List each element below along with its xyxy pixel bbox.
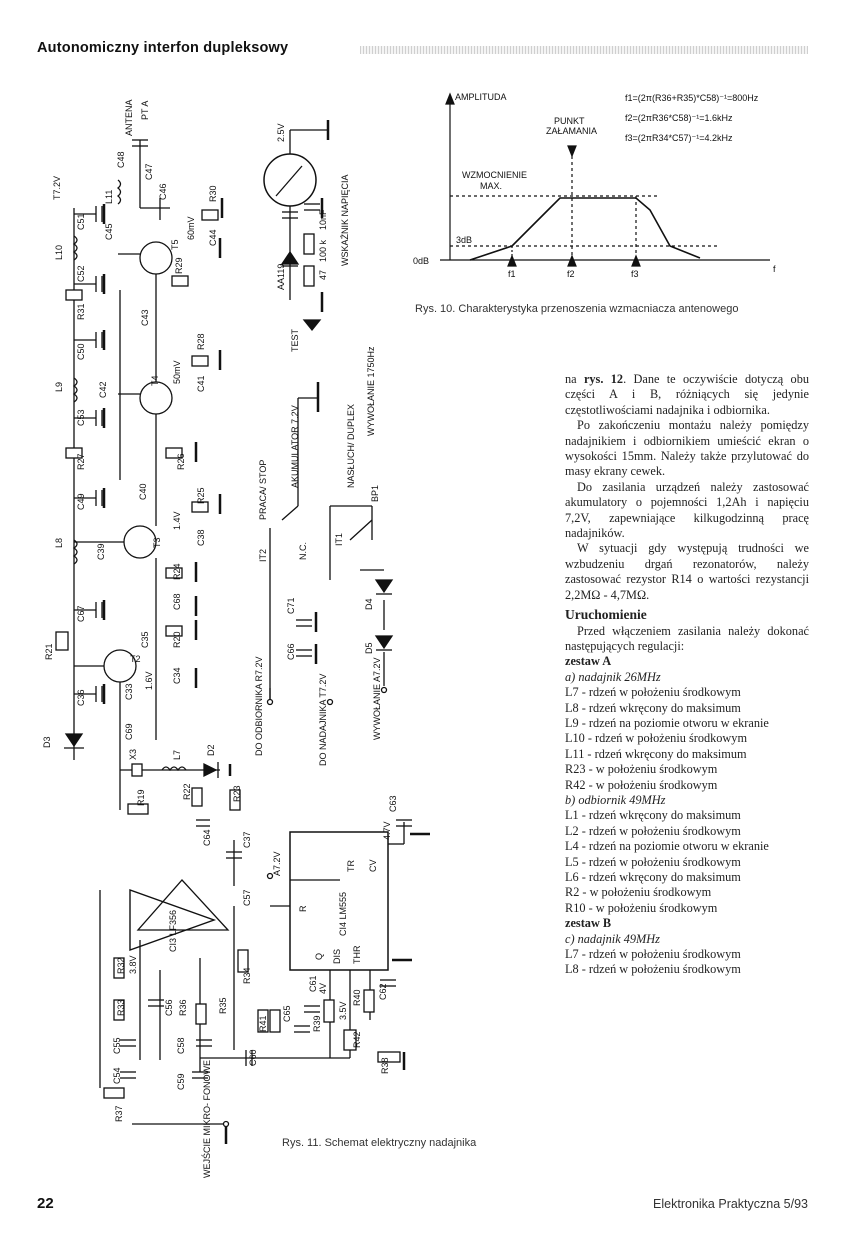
label-C50: C50 (76, 343, 86, 360)
label-R21: R21 (44, 643, 54, 660)
label-voltage-indicator: WSKAŹNIK NAPIĘCIA (340, 174, 350, 266)
schematic-labels (42, 99, 398, 1178)
label-C45: C45 (104, 223, 114, 240)
label-R33: R33 (116, 999, 126, 1016)
label-R35: R35 (218, 997, 228, 1014)
label-THR: THR (352, 945, 362, 964)
label-4.7V: 4.7V (382, 821, 392, 840)
label-R34: R34 (242, 967, 252, 984)
label-DIS: DIS (332, 948, 342, 964)
label-C44: C44 (208, 229, 218, 246)
set-b-heading: zestaw B (565, 916, 612, 931)
list-item: L5 - rdzeń w położeniu środkowym (565, 854, 741, 869)
list-item: R2 - w położeniu środkowym (565, 885, 712, 900)
label-test: TEST (290, 328, 300, 352)
graph-break-label-2: ZAŁAMANIA (546, 126, 598, 136)
label-R42: R42 (352, 1031, 362, 1048)
graph-eq1: f1=(2π(R36+R35)*C58)⁻¹=800Hz (625, 93, 759, 103)
label-R23: R23 (232, 785, 242, 802)
label-C57: C57 (242, 889, 252, 906)
label-R28: R28 (196, 333, 206, 350)
label-3.8V: 3.8V (128, 955, 138, 974)
running-header: Autonomiczny interfon dupleksowy (37, 40, 289, 56)
label-C53: C53 (76, 409, 86, 426)
label-accumulator: AKUMULATOR 7.2V (290, 405, 300, 488)
label-X3: X3 (128, 748, 138, 760)
label-C49: C49 (76, 493, 86, 510)
label-L10: L10 (54, 244, 64, 260)
label-2.5V: 2.5V (276, 123, 286, 142)
list-item: L4 - rdzeń na poziomie otworu w ekranie (565, 839, 769, 854)
label-CI4: CI4 LM555 (338, 891, 348, 936)
label-C56: C56 (164, 999, 174, 1016)
page-number: 22 (37, 1195, 54, 1212)
label-C54: C54 (112, 1067, 122, 1084)
graph-f-axis-label: f (773, 264, 776, 274)
label-L9: L9 (54, 381, 64, 392)
transmitter-schematic (56, 120, 430, 1144)
label-C39: C39 (96, 543, 106, 560)
list-item: L11 - rdzeń wkręcony do maksimum (565, 746, 747, 761)
label-C61: C61 (308, 975, 318, 992)
label-1.6V: 1.6V (144, 671, 154, 690)
label-R32: R32 (116, 957, 126, 974)
label-C60: C60 (248, 1049, 258, 1066)
list-item: L7 - rdzeń w położeniu środkowym (565, 947, 741, 962)
label-C41: C41 (196, 375, 206, 392)
label-C67: C67 (76, 605, 86, 622)
label-T3: T3 (152, 537, 162, 548)
label-C64: C64 (202, 829, 212, 846)
label-listen-duplex: NASŁUCH/ DUPLEX (346, 403, 356, 488)
label-call-1750: WYWOŁANIE 1750Hz (366, 346, 376, 436)
label-R27: R27 (76, 453, 86, 470)
label-47: 47 (318, 269, 328, 280)
graph-eq3: f3=(2πR34*C57)⁻¹=4.2kHz (625, 133, 733, 143)
label-pt-a: PT A (140, 100, 150, 120)
label-L11: L11 (104, 189, 114, 204)
label-C42: C42 (98, 381, 108, 398)
label-R: R (298, 905, 308, 912)
label-T2: T2 (130, 654, 141, 664)
list-item: R10 - w położeniu środkowym (565, 900, 718, 915)
article-column (565, 372, 809, 978)
label-work-stop: PRACA/ STOP (258, 459, 268, 520)
subsection-a: a) nadajnik 26MHz (565, 669, 661, 684)
label-C48: C48 (116, 151, 126, 168)
label-TR: TR (346, 860, 356, 872)
label-C66: C66 (286, 643, 296, 660)
label-C71: C71 (286, 597, 296, 614)
label-C47: C47 (144, 163, 154, 180)
label-C69: C69 (124, 723, 134, 740)
p1-post: . Dane te oczywiście dotyczą obu części A i B, różniących się jedynie częstotliwościami nadajnika i odbiornika. (565, 372, 809, 417)
label-L8: L8 (54, 537, 64, 548)
label-CV: CV (368, 859, 378, 872)
label-R19: R19 (136, 789, 146, 806)
label-C33: C33 (124, 683, 134, 700)
paragraph-1 (565, 372, 809, 418)
label-100k: 100 k (318, 239, 328, 262)
label-Q: Q (314, 952, 324, 960)
graph-0db-label: 0dB (413, 256, 430, 266)
list-item: L9 - rdzeń na poziomie otworu w ekranie (565, 715, 769, 730)
subsection-c: c) nadajnik 49MHz (565, 931, 660, 946)
label-D3: D3 (42, 736, 52, 748)
caption-fig11: Rys. 11. Schemat elektryczny nadajnika (282, 1137, 477, 1149)
label-C55: C55 (112, 1037, 122, 1054)
subsection-b: b) odbiornik 49MHz (565, 792, 666, 807)
section-heading: Uruchomienie (565, 607, 647, 623)
label-T5: T5 (170, 239, 180, 250)
paragraph-4: W sytuacji gdy występują trudności we wzbudzeniu drgań rezonatorów, należy zastosować rezystor R14 o wartości rezystancji 2,2MΩ - 4,7MΩ. (565, 541, 809, 602)
label-IT1: IT1 (334, 532, 344, 546)
label-C35: C35 (140, 631, 150, 648)
label-R29: R29 (174, 257, 184, 274)
label-C59: C59 (176, 1073, 186, 1090)
label-mic-input: WEJŚCIE MIKRO- FONOWE (202, 1060, 212, 1178)
graph-ylabel: AMPLITUDA (455, 92, 507, 102)
label-C34: C34 (172, 667, 182, 684)
label-R30: R30 (208, 185, 218, 202)
set-a-heading: zestaw A (565, 654, 612, 669)
label-to-transmitter: DO NADAJNIKA T7.2V (318, 673, 328, 766)
label-50mV: 50mV (172, 360, 182, 384)
label-R26: R26 (176, 453, 186, 470)
list-item: L8 - rdzeń wkręcony do maksimum (565, 700, 741, 715)
graph-f3-label: f3 (631, 269, 639, 279)
label-3.5V: 3.5V (338, 1001, 348, 1020)
label-C65: C65 (282, 1005, 292, 1022)
p1-figure-ref: rys. 12 (583, 372, 624, 386)
label-C46: C46 (158, 183, 168, 200)
label-4V: 4V (318, 982, 328, 994)
label-R25: R25 (196, 487, 206, 504)
label-CI3: CI3 LF356 (168, 909, 178, 952)
graph-3db-label: 3dB (456, 235, 473, 245)
label-C62: C62 (378, 983, 388, 1000)
graph-gain-label-1: WZMOCNIENIE (462, 170, 527, 180)
graph-f2-label: f2 (567, 269, 575, 279)
label-T7.2V: T7.2V (52, 175, 62, 200)
label-R22: R22 (182, 783, 192, 800)
label-1.4V: 1.4V (172, 511, 182, 530)
label-C40: C40 (138, 483, 148, 500)
journal-name: Elektronika Praktyczna 5/93 (653, 1197, 808, 1211)
list-item: L2 - rdzeń w położeniu środkowym (565, 823, 741, 838)
label-R37: R37 (114, 1105, 124, 1122)
list-item: L7 - rdzeń w położeniu środkowym (565, 685, 741, 700)
label-R36: R36 (178, 999, 188, 1016)
list-item: L10 - rdzeń w położeniu środkowym (565, 731, 748, 746)
label-C52: C52 (76, 265, 86, 282)
label-nc-1: N.C. (298, 542, 308, 560)
p1-pre: na (565, 372, 584, 386)
label-60mV: 60mV (186, 216, 196, 240)
paragraph-5: Przed włączeniem zasilania należy dokonać następujących regulacji: (565, 623, 809, 653)
graph-break-label-1: PUNKT (554, 116, 585, 126)
label-C43: C43 (140, 309, 150, 326)
label-AA119: AA119 (276, 263, 286, 290)
label-D5: D5 (364, 642, 374, 654)
label-IT2: IT2 (258, 548, 268, 562)
label-D2: D2 (206, 744, 216, 756)
list-item: L8 - rdzeń w położeniu środkowym (565, 962, 741, 977)
paragraph-2: Po zakończeniu montażu należy pomiędzy nadajnikiem i odbiornikiem umieścić ekran o wysokości 15mm. Należy także przylutować do masy ekrany cewek. (565, 418, 809, 479)
label-call-a7.2v: WYWOŁANIE A7.2V (372, 657, 382, 740)
label-C51: C51 (76, 213, 86, 230)
label-L7: L7 (172, 749, 182, 760)
list-item: R23 - w położeniu środkowym (565, 762, 718, 777)
label-R31: R31 (76, 303, 86, 320)
label-C58: C58 (176, 1037, 186, 1054)
label-T4: T4 (150, 375, 160, 386)
label-10nF: 10nF (318, 209, 328, 230)
label-antenna: ANTENA (124, 99, 134, 136)
label-R20: R20 (172, 631, 182, 648)
graph-eq2: f2=(2πR36*C58)⁻¹=1.6kHz (625, 113, 733, 123)
label-to-receiver: DO ODBIORNIKA R7.2V (254, 656, 264, 756)
label-C68: C68 (172, 593, 182, 610)
label-R39: R39 (312, 1015, 322, 1032)
list-item: L1 - rdzeń wkręcony do maksimum (565, 808, 741, 823)
graph-f1-label: f1 (508, 269, 516, 279)
label-C37: C37 (242, 831, 252, 848)
label-R40: R40 (352, 989, 362, 1006)
list-item: L6 - rdzeń wkręcony do maksimum (565, 870, 741, 884)
caption-fig10: Rys. 10. Charakterystyka przenoszenia wzmacniacza antenowego (415, 303, 739, 315)
label-A7.2V: A7.2V (272, 851, 282, 876)
graph-gain-label-2: MAX. (480, 181, 503, 191)
label-C36: C36 (76, 689, 86, 706)
label-R24: R24 (172, 563, 182, 580)
label-C38: C38 (196, 529, 206, 546)
label-D4: D4 (364, 598, 374, 610)
label-BP1: BP1 (370, 484, 380, 502)
label-R38: R38 (380, 1057, 390, 1074)
list-item: R42 - w położeniu środkowym (565, 777, 718, 792)
label-C63: C63 (388, 795, 398, 812)
paragraph-3: Do zasilania urządzeń należy zastosować akumulatory o pojemności 1,2Ah i napięciu 7,2V, zapewniające kilkugodzinną pracę nadajników. (565, 479, 809, 541)
label-R41: R41 (258, 1015, 268, 1032)
